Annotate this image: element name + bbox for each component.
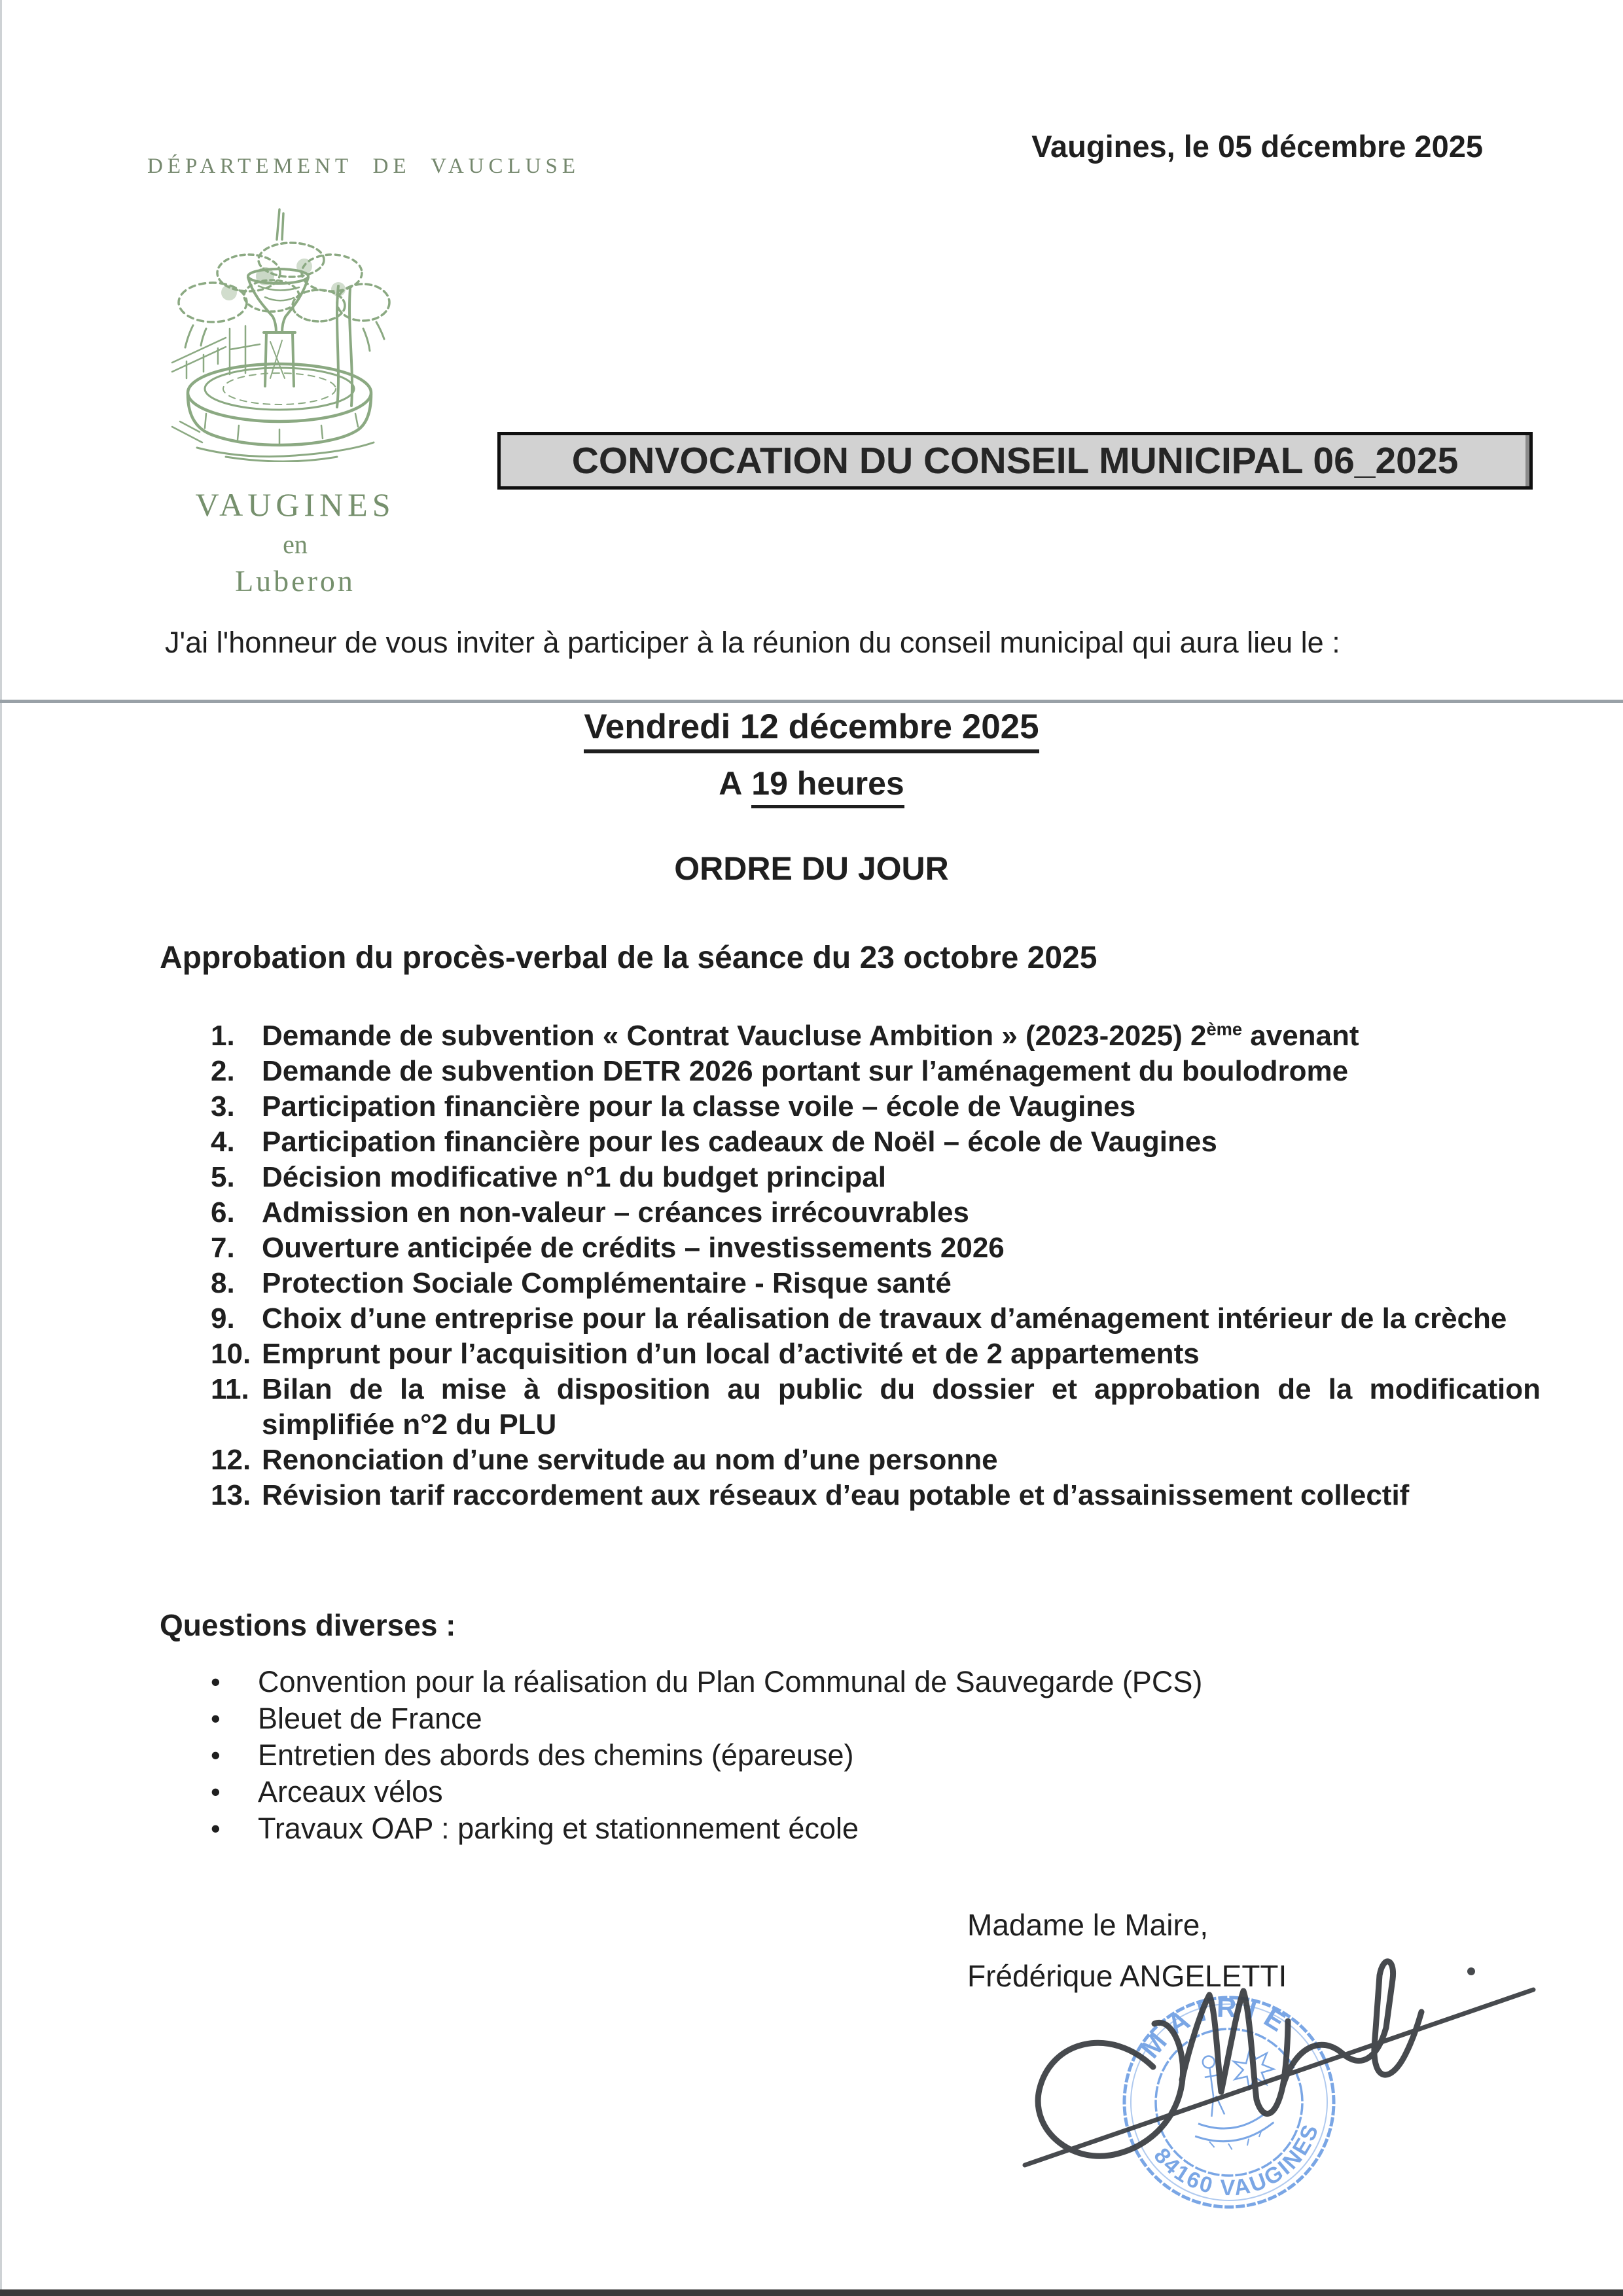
signature-role: Madame le Maire,	[967, 1908, 1209, 1942]
agenda-item-text: Choix d’une entreprise pour la réalisation de travaux d’aménagement intérieur de la crèche	[262, 1302, 1507, 1335]
questions-list	[211, 1664, 1493, 1847]
agenda-item	[211, 1372, 1541, 1443]
superscript-text: ème	[1206, 1018, 1243, 1039]
question-item-text: Arceaux vélos	[258, 1775, 443, 1808]
item-number: 4.	[211, 1126, 235, 1158]
agenda-item-text: Décision modificative n°1 du budget principal	[262, 1161, 886, 1193]
agenda-item	[211, 1478, 1541, 1513]
meeting-time-prefix: A	[719, 765, 743, 802]
document-title-box	[497, 432, 1533, 490]
agenda-item	[211, 1160, 1541, 1195]
question-item	[211, 1664, 1493, 1700]
meeting-date-text: Vendredi 12 décembre 2025	[584, 708, 1039, 753]
scan-edge-line	[0, 0, 2, 2296]
agenda-item	[211, 1089, 1541, 1124]
agenda-item-text: Emprunt pour l’acquisition d’un local d’activité et de 2 appartements	[262, 1338, 1200, 1370]
commune-logo	[167, 198, 395, 465]
question-item	[211, 1737, 1493, 1774]
agenda-item-text: Participation financière pour la classe voile – école de Vaugines	[262, 1090, 1136, 1122]
item-number: 1.	[211, 1020, 235, 1052]
agenda-item	[211, 1124, 1541, 1160]
commune-name-line1: VAUGINES	[195, 486, 395, 523]
questions-heading: Questions diverses :	[160, 1608, 456, 1642]
agenda-item-text: Admission en non-valeur – créances irrécouvrables	[262, 1196, 969, 1229]
meeting-date	[0, 707, 1623, 747]
item-number: 6.	[211, 1196, 235, 1229]
meeting-time	[0, 764, 1623, 802]
agenda-item	[211, 1266, 1541, 1301]
item-number: 8.	[211, 1267, 235, 1299]
question-item	[211, 1810, 1493, 1847]
item-number: 12.	[211, 1444, 251, 1476]
agenda-item	[211, 1054, 1541, 1089]
question-item-text: Travaux OAP : parking et stationnement école	[258, 1812, 859, 1845]
question-item	[211, 1774, 1493, 1810]
item-number: 7.	[211, 1232, 235, 1264]
place-date: Vaugines, le 05 décembre 2025	[1031, 129, 1483, 164]
approval-line: Approbation du procès-verbal de la séance du 23 octobre 2025	[160, 941, 1097, 975]
question-item-text: Entretien des abords des chemins (épareuse)	[258, 1738, 854, 1772]
agenda-item-text: Demande de subvention DETR 2026 portant sur l’aménagement du boulodrome	[262, 1055, 1349, 1087]
agenda-item	[211, 1443, 1541, 1478]
agenda-item-text: Bilan de la mise à disposition au public du dossier et approbation de la modification simplifiée n°2 du PLU	[262, 1373, 1541, 1441]
question-item	[211, 1700, 1493, 1737]
agenda-item	[211, 1336, 1541, 1372]
document-title: CONVOCATION DU CONSEIL MUNICIPAL 06_2025	[571, 440, 1459, 482]
commune-name	[161, 486, 429, 598]
item-number: 10.	[211, 1338, 251, 1370]
agenda-item	[211, 1301, 1541, 1336]
bullet-icon: •	[211, 1740, 221, 1770]
fountain-icon	[167, 198, 395, 462]
agenda-item-text: Protection Sociale Complémentaire - Risque santé	[262, 1267, 952, 1299]
bullet-icon: •	[211, 1666, 221, 1697]
bullet-icon: •	[211, 1703, 221, 1734]
bullet-icon: •	[211, 1776, 221, 1807]
signature-name: Frédérique ANGELETTI	[967, 1959, 1287, 1993]
commune-name-line2: en	[283, 529, 308, 559]
agenda-list	[211, 1018, 1541, 1513]
handwritten-signature	[1013, 1949, 1543, 2195]
scan-horizontal-line	[0, 700, 1623, 703]
item-number: 13.	[211, 1479, 251, 1511]
agenda-item-text: Demande de subvention « Contrat Vaucluse Ambition » (2023-2025) 2ème avenant	[262, 1018, 1359, 1052]
stamp-text-top: MAIRIE	[1134, 1992, 1299, 2064]
item-number: 5.	[211, 1161, 235, 1193]
agenda-item-text: Renonciation d’une servitude au nom d’une personne	[262, 1444, 998, 1476]
department-label: DÉPARTEMENT DE VAUCLUSE	[147, 154, 580, 178]
signature-icon	[1013, 1949, 1543, 2191]
agenda-item-text: Participation financière pour les cadeaux de Noël – école de Vaugines	[262, 1126, 1217, 1158]
agenda-item	[211, 1195, 1541, 1230]
scan-bottom-edge	[0, 2289, 1623, 2296]
meeting-time-text: 19 heures	[751, 765, 904, 808]
agenda-item	[211, 1230, 1541, 1266]
item-number: 2.	[211, 1055, 235, 1087]
agenda-item	[211, 1018, 1541, 1054]
item-number: 11.	[211, 1373, 249, 1405]
bullet-icon: •	[211, 1813, 221, 1844]
question-item-text: Convention pour la réalisation du Plan Communal de Sauvegarde (PCS)	[258, 1665, 1203, 1698]
commune-name-line3: Luberon	[235, 564, 355, 598]
stamp-text-bottom: 84160 VAUGINES	[1149, 2119, 1325, 2201]
item-number: 3.	[211, 1090, 235, 1122]
item-number: 9.	[211, 1302, 235, 1335]
agenda-item-text: Ouverture anticipée de crédits – investissements 2026	[262, 1232, 1005, 1264]
agenda-item-text: Révision tarif raccordement aux réseaux d’eau potable et d’assainissement collectif	[262, 1479, 1410, 1511]
agenda-heading: ORDRE DU JOUR	[674, 850, 949, 887]
intro-sentence: J'ai l'honneur de vous inviter à participer à la réunion du conseil municipal qui aura lieu le :	[165, 626, 1340, 659]
question-item-text: Bleuet de France	[258, 1702, 482, 1735]
